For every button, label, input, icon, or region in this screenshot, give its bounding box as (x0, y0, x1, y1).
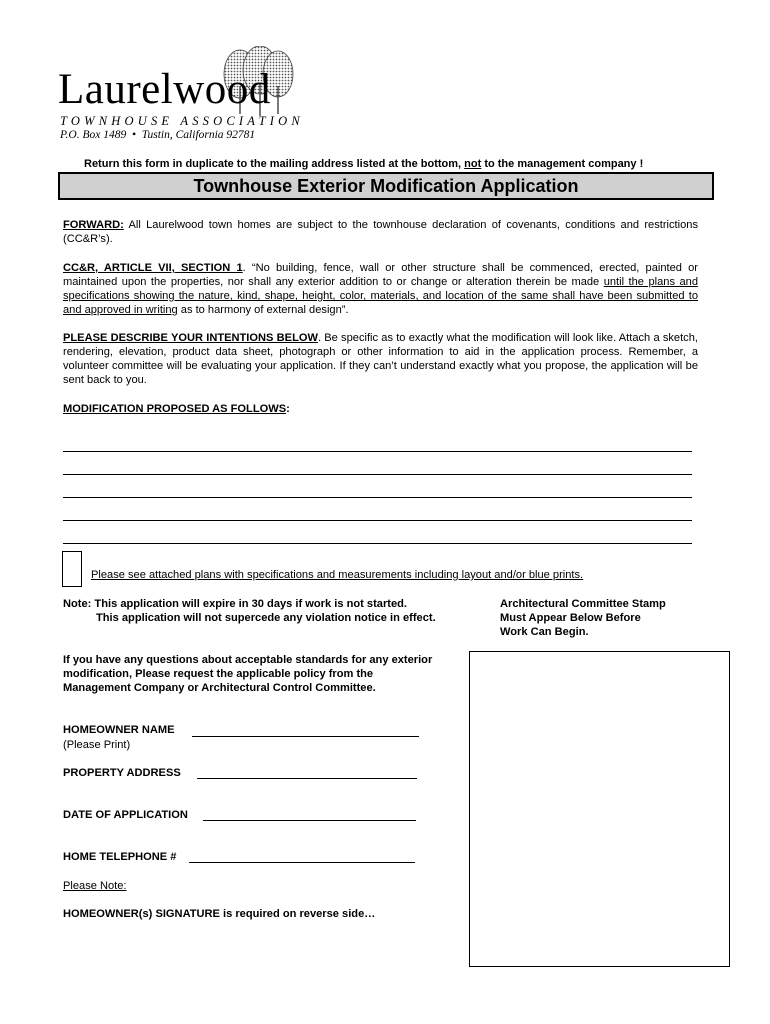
date-of-application-label: DATE OF APPLICATION (63, 809, 188, 821)
home-telephone-field[interactable] (189, 862, 415, 863)
page-title: Townhouse Exterior Modification Application (193, 176, 579, 196)
note-continuation: This application will not supercede any violation notice in effect. (96, 612, 436, 624)
ccr-paragraph (63, 261, 698, 317)
modification-line-4[interactable] (63, 520, 692, 521)
modification-line-5[interactable] (63, 543, 692, 544)
stamp-line-1: Architectural Committee Stamp (500, 598, 666, 610)
logo-address: P.O. Box 1489 • Tustin, California 92781 (60, 129, 256, 141)
modification-line-1[interactable] (63, 451, 692, 452)
forward-label: FORWARD: (63, 219, 124, 231)
forward-paragraph (63, 218, 698, 246)
modification-line-3[interactable] (63, 497, 692, 498)
please-note-label: Please Note: (63, 880, 127, 892)
title-box (58, 172, 714, 200)
attached-plans-checkbox[interactable] (62, 551, 82, 587)
note-label: Note: This application will expire in 30 days if work is not started. (63, 598, 407, 610)
ccr-text-a: . “No building, fence, wall or other structure shall be commenced, erected, painted or maintained upon the properties, nor shall any exterior addition to or change or alteration therein be made (63, 262, 698, 288)
homeowner-name-label: HOMEOWNER NAME (63, 724, 175, 736)
stamp-instructions (500, 597, 720, 639)
describe-label: PLEASE DESCRIBE YOUR INTENTIONS BELOW (63, 332, 318, 344)
proposed-colon: : (286, 403, 290, 415)
signature-notice: HOMEOWNER(s) SIGNATURE is required on reverse side… (63, 908, 376, 920)
return-notice (84, 157, 643, 171)
logo-wordmark: Laurelwood (58, 66, 271, 113)
forward-text: All Laurelwood town homes are subject to the townhouse declaration of covenants, conditions and restrictions (CC&R’s). (63, 219, 698, 245)
ccr-underlined-text: until the plans and specifications showing the nature, kind, shape, height, color, materials, and location of the same shall have been submitted to and approved in writing (63, 276, 698, 316)
describe-text: . Be specific as to exactly what the modification will look like. Attach a sketch, rendering, elevation, product data sheet, photograph or other information to aid in the application process. Remember, a volunteer committee will be evaluating your application. If they can’t understand exactly what you propose, the application will be sent back to you. (63, 332, 698, 386)
date-of-application-field[interactable] (203, 820, 416, 821)
questions-paragraph: If you have any questions about acceptable standards for any exterior modification, Please request the applicable policy from the Management Company or Architectural Control Committee. (63, 654, 433, 694)
logo-subtitle: TOWNHOUSE ASSOCIATION (60, 114, 304, 128)
ccr-text-b: as to harmony of external design”. (177, 304, 349, 316)
property-address-field[interactable] (197, 778, 417, 779)
ccr-label: CC&R, ARTICLE VII, SECTION 1 (63, 262, 243, 274)
stamp-line-2: Must Appear Below Before (500, 612, 641, 624)
proposed-heading (63, 402, 698, 416)
return-notice-before: Return this form in duplicate to the mailing address listed at the bottom, (84, 158, 465, 170)
return-notice-after: to the management company ! (481, 158, 644, 170)
describe-paragraph (63, 331, 698, 387)
please-print-label: (Please Print) (63, 739, 131, 751)
return-notice-not: not (464, 158, 482, 170)
home-telephone-label: HOME TELEPHONE # (63, 851, 177, 863)
homeowner-name-field[interactable] (192, 736, 419, 737)
stamp-box (469, 651, 730, 967)
stamp-line-3: Work Can Begin. (500, 626, 589, 638)
proposed-label: MODIFICATION PROPOSED AS FOLLOWS (63, 403, 287, 415)
attached-plans-text: Please see attached plans with specifications and measurements including layout and/or blue prints. (91, 569, 584, 581)
modification-line-2[interactable] (63, 474, 692, 475)
property-address-label: PROPERTY ADDRESS (63, 767, 181, 779)
